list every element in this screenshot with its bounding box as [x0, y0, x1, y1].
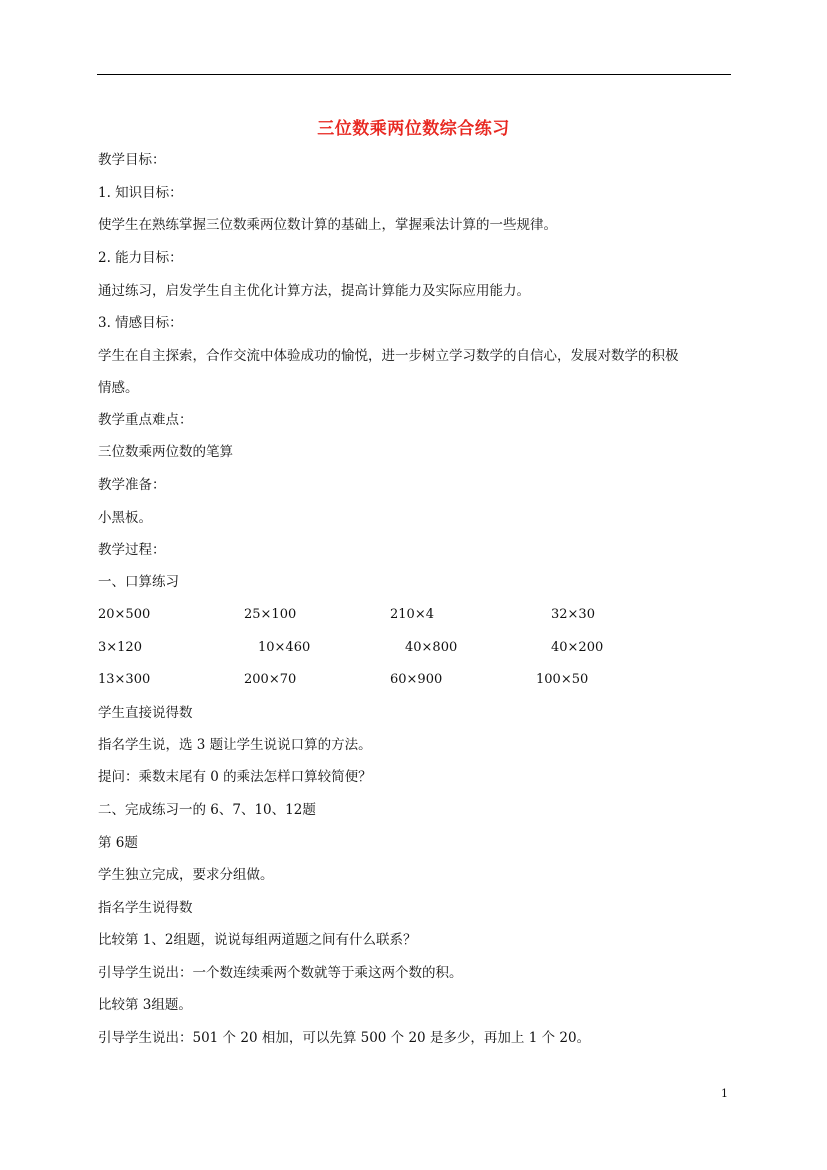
page-title: 三位数乘两位数综合练习 — [317, 119, 510, 139]
question-text: 提问：乘数末尾有 0 的乘法怎样口算较简便？ — [98, 769, 372, 785]
compare-groups-1-2-text: 比较第 1、2组题，说说每组两道题之间有什么联系？ — [98, 932, 417, 948]
oral-calc-item: 210×4 — [390, 607, 434, 622]
knowledge-goal-text: 使学生在熟练掌握三位数乘两位数计算的基础上，掌握乘法计算的一些规律。 — [98, 217, 557, 233]
preparation-heading: 教学准备： — [98, 477, 166, 493]
oral-calc-item: 10×460 — [258, 640, 311, 655]
ability-goal-heading: 2. 能力目标： — [98, 250, 183, 266]
oral-calc-item: 60×900 — [390, 672, 443, 687]
oral-calc-item: 25×100 — [244, 607, 297, 622]
key-points-text: 三位数乘两位数的笔算 — [98, 444, 233, 460]
goals-heading: 教学目标： — [98, 152, 166, 168]
independent-work-text: 学生独立完成，要求分组做。 — [98, 867, 274, 883]
choose-students-text: 指名学生说，选 3 题让学生说说口算的方法。 — [98, 737, 372, 753]
emotion-goal-heading: 3. 情感目标： — [98, 315, 183, 331]
say-answers-text: 指名学生说得数 — [98, 900, 193, 916]
emotion-goal-text-1: 学生在自主探索，合作交流中体验成功的愉悦，进一步树立学习数学的自信心，发展对数学的积极 — [98, 348, 679, 364]
preparation-text: 小黑板。 — [98, 510, 152, 526]
process-heading: 教学过程： — [98, 542, 166, 558]
oral-calc-item: 100×50 — [536, 672, 589, 687]
knowledge-goal-heading: 1. 知识目标： — [98, 185, 183, 201]
section-oral-practice: 一、口算练习 — [98, 574, 179, 590]
header-rule — [97, 74, 731, 75]
guide-text-2: 引导学生说出：501 个 20 相加，可以先算 500 个 20 是多少，再加上 1 个 20。 — [98, 1030, 591, 1046]
oral-calc-item: 13×300 — [98, 672, 151, 687]
question-6-heading: 第 6题 — [98, 835, 138, 851]
oral-calc-item: 40×200 — [551, 640, 604, 655]
oral-calc-item: 40×800 — [405, 640, 458, 655]
key-points-heading: 教学重点难点： — [98, 412, 193, 428]
page-number: 1 — [721, 1087, 728, 1100]
oral-calc-item: 200×70 — [244, 672, 297, 687]
ability-goal-text: 通过练习，启发学生自主优化计算方法，提高计算能力及实际应用能力。 — [98, 283, 530, 299]
guide-text-1: 引导学生说出：一个数连续乘两个数就等于乘这两个数的积。 — [98, 965, 463, 981]
oral-calc-item: 32×30 — [551, 607, 595, 622]
emotion-goal-text-2: 情感。 — [98, 380, 139, 396]
section-exercise-one: 二、完成练习一的 6、7、10、12题 — [98, 802, 316, 818]
oral-calc-item: 20×500 — [98, 607, 151, 622]
direct-answer-text: 学生直接说得数 — [98, 705, 193, 721]
oral-calc-item: 3×120 — [98, 640, 142, 655]
compare-group-3-text: 比较第 3组题。 — [98, 997, 192, 1013]
